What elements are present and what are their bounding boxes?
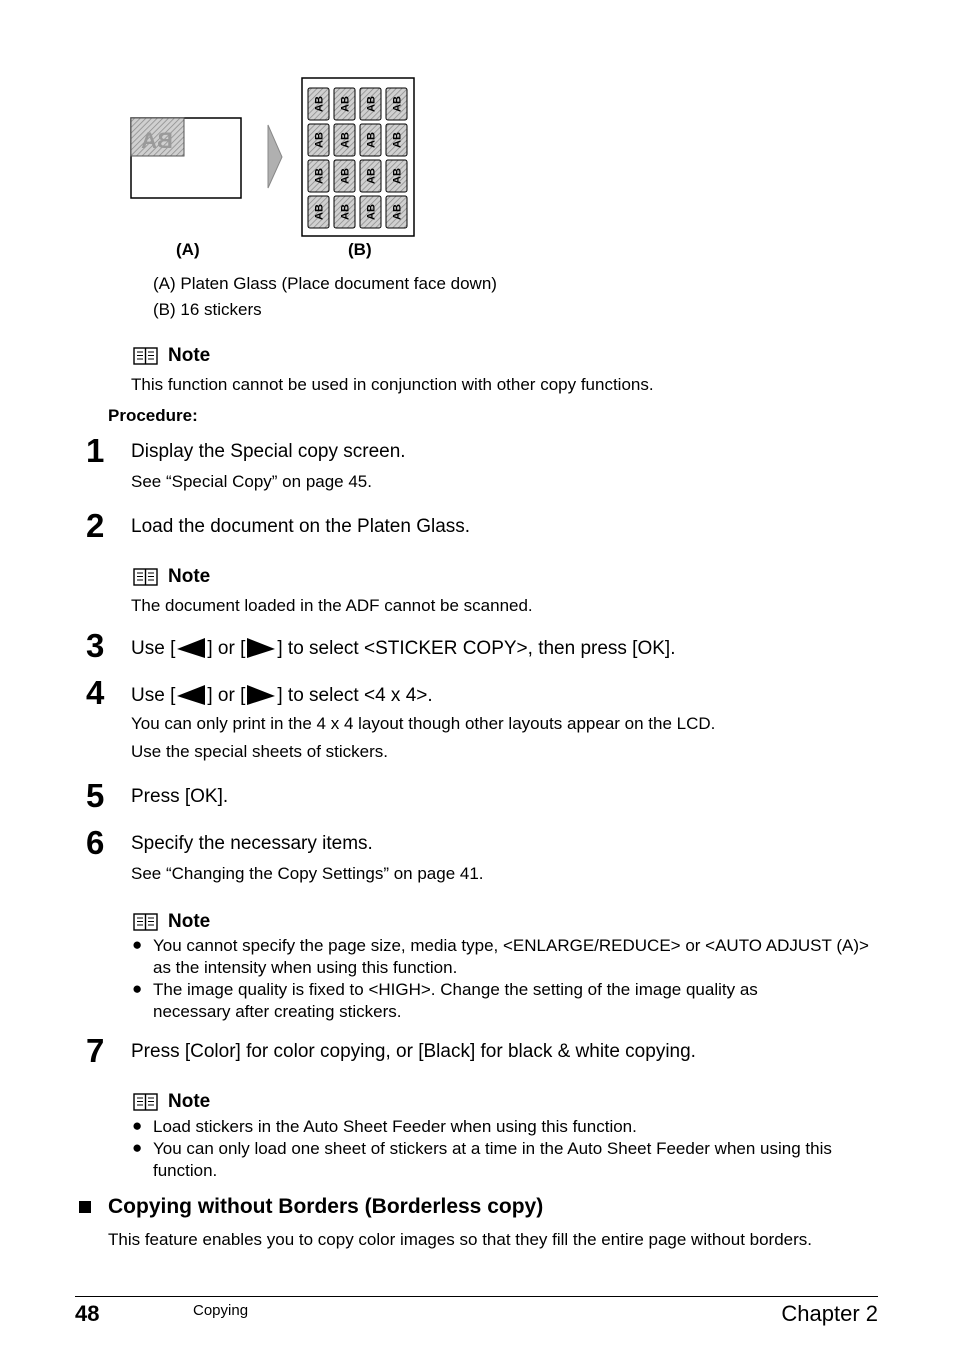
figure-label-b: (B) (348, 240, 372, 259)
sticker-text: AB (339, 96, 352, 112)
note-bullet-text: The image quality is fixed to <HIGH>. Change the setting of the image quality as necessary after creating stickers. (153, 980, 758, 1021)
step-number: 6 (86, 824, 105, 861)
step-number: 4 (86, 674, 105, 711)
note-bullet-text: You can only load one sheet of stickers at a time in the Auto Sheet Feeder when using this function. (153, 1139, 832, 1180)
note-heading (133, 566, 210, 588)
sticker-text: AB (313, 204, 326, 220)
sticker (386, 124, 407, 156)
note-book-icon (133, 347, 158, 365)
document-text: BA (141, 128, 173, 153)
sticker-text: AB (391, 96, 404, 112)
note-label: Note (168, 566, 211, 587)
sticker-text: AB (313, 168, 326, 184)
section-text: This feature enables you to copy color images so that they fill the entire page without borders. (108, 1230, 813, 1249)
step-reference: See “Changing the Copy Settings” on page 41. (131, 864, 484, 883)
sticker-text: AB (391, 132, 404, 148)
sticker (360, 160, 381, 192)
section-square-icon (79, 1201, 91, 1213)
step-number: 7 (86, 1032, 105, 1069)
step-text: Load the document on the Platen Glass. (131, 516, 471, 537)
sticker-copy-illustration (120, 70, 430, 245)
note-label: Note (168, 911, 211, 932)
left-arrow-button-icon (175, 636, 207, 660)
sticker (308, 196, 329, 228)
note-bullet-text: You cannot specify the page size, media type, <ENLARGE/REDUCE> or <AUTO ADJUST (A)> as the intensity when using this function. (153, 936, 869, 977)
sticker (386, 196, 407, 228)
bullet-icon: ● (132, 979, 143, 998)
bullet-icon: ● (132, 1138, 143, 1157)
note-book-icon (133, 913, 158, 931)
step-text: Press [Color] for color copying, or [Black] for black & white copying. (131, 1041, 696, 1062)
step-text: Specify the necessary items. (131, 833, 373, 854)
step-number: 3 (86, 627, 105, 664)
note-heading (133, 345, 210, 367)
sticker (308, 124, 329, 156)
sticker (334, 88, 355, 120)
note-text: The document loaded in the ADF cannot be scanned. (131, 596, 533, 615)
step-number: 5 (86, 777, 105, 814)
arrow-icon (268, 125, 282, 188)
caption-a: (A) Platen Glass (Place document face down) (153, 274, 497, 293)
sticker (360, 124, 381, 156)
sticker-text: AB (339, 132, 352, 148)
right-arrow-button-icon (245, 683, 277, 707)
step-text: Use [ ] or [ ] to select <4 x 4>. (131, 685, 433, 706)
footer-chapter: Chapter 2 (781, 1301, 878, 1326)
step-detail: Use the special sheets of stickers. (131, 742, 389, 761)
left-arrow-button-icon (175, 683, 207, 707)
sticker-text: AB (391, 204, 404, 220)
sticker (360, 196, 381, 228)
sticker (308, 160, 329, 192)
note-heading (133, 911, 210, 933)
page-number: 48 (75, 1301, 100, 1326)
bullet-icon: ● (132, 1116, 143, 1135)
sticker (334, 124, 355, 156)
sticker-text: AB (365, 168, 378, 184)
step-number: 2 (86, 507, 105, 544)
sticker-text: AB (313, 96, 326, 112)
note-book-icon (133, 568, 158, 586)
sticker (308, 88, 329, 120)
step-text: Press [OK]. (131, 786, 229, 807)
step-text: Display the Special copy screen. (131, 441, 406, 462)
note-text: This function cannot be used in conjunction with other copy functions. (131, 375, 654, 394)
step-text: Use [ ] or [ ] to select <STICKER COPY>, then press [OK]. (131, 638, 676, 659)
sticker-text: AB (339, 204, 352, 220)
sticker-text: AB (365, 204, 378, 220)
step-reference: See “Special Copy” on page 45. (131, 472, 372, 491)
caption-b: (B) 16 stickers (153, 300, 262, 319)
sticker (334, 196, 355, 228)
procedure-label: Procedure: (108, 406, 198, 425)
sticker-text: AB (365, 132, 378, 148)
sticker (386, 88, 407, 120)
sticker-text: AB (365, 96, 378, 112)
sticker (386, 160, 407, 192)
right-arrow-button-icon (245, 636, 277, 660)
footer-section-name: Copying (193, 1302, 249, 1319)
figure-label-a: (A) (176, 240, 200, 259)
step-number: 1 (86, 432, 105, 469)
footer-rule (75, 1296, 878, 1297)
sticker-text: AB (391, 168, 404, 184)
sticker (360, 88, 381, 120)
note-heading (133, 1091, 210, 1113)
note-bullet-text: Load stickers in the Auto Sheet Feeder when using this function. (153, 1117, 637, 1136)
note-book-icon (133, 1093, 158, 1111)
bullet-icon: ● (132, 935, 143, 954)
sticker-text: AB (313, 132, 326, 148)
note-label: Note (168, 345, 211, 366)
sticker-text: AB (339, 168, 352, 184)
section-title: Copying without Borders (Borderless copy) (108, 1195, 544, 1218)
sticker (334, 160, 355, 192)
note-label: Note (168, 1091, 211, 1112)
step-detail: You can only print in the 4 x 4 layout though other layouts appear on the LCD. (131, 714, 716, 733)
